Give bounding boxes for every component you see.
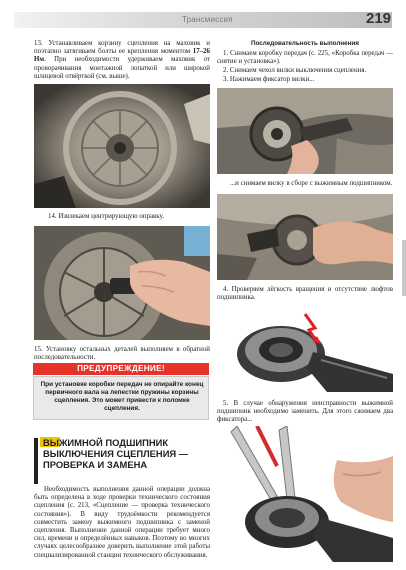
section-marker-bar	[34, 438, 38, 484]
right-step-2: 2. Снимаем чехол вилки выключения сцепления.	[223, 67, 367, 74]
edge-tab	[402, 240, 406, 296]
photo-release-bearing	[217, 308, 393, 392]
warning-text: При установке коробки передач не опирайте конец первичного вала на лепестки пружины корзины сцепления. Это может привести к поломке сцепления.	[40, 381, 204, 412]
photo-fork-latch	[217, 88, 393, 174]
procedure-title: Последовательность выполнения	[251, 40, 359, 47]
page-number: 219	[366, 10, 392, 27]
step-15-text: 15. Установку остальных деталей выполняем в обратной последовательности.	[34, 346, 210, 362]
right-step-1: 1. Снимаем коробку передач (с. 225, «Коробка передач — снятие и установка»).	[217, 50, 393, 66]
running-header: Трансмиссия	[182, 15, 233, 24]
warning-title: ПРЕДУПРЕЖДЕНИЕ!	[33, 363, 209, 375]
photo-clutch-basket	[34, 84, 210, 208]
caption-fork-removal: ...и снимаем вилку в сборе с выжимным подшипником.	[230, 180, 393, 187]
step-13-text: 13. Устанавливаем корзину сцепления на маховик и поэтапно затягиваем болты ее крепления моментом 17–26 Нм. При необходимости удерживаем маховик от проворачивания монтажной лопаткой или широкой шлицевой отвёрткой (см. выше).	[34, 40, 210, 80]
photo-bearing-latches	[217, 426, 393, 562]
right-step-4: 4. Проверяем лёгкость вращения и отсутствие люфтов подшипника.	[217, 286, 393, 302]
step-14-text: 14. Извлекаем центрирующую оправку.	[48, 213, 164, 220]
right-step-5: 5. В случае обнаружения неисправности выжимной подшипник необходимо заменить. Для этого сжимаем два фиксатора...	[217, 400, 393, 424]
photo-fork-assembly	[217, 194, 393, 280]
right-step-3: 3. Нажимаем фиксатор вилки...	[223, 76, 315, 83]
photo-centering-mandrel	[34, 226, 210, 340]
section-body: Необходимость выполнения данной операции должна быть определена в ходе проверки технического состояния сцепления (с. 213, «Сцепление — проверка технического состояния»). В виду трудоёмкости рекомендуется совместить замену выжимного подшипника с заменой сцепления. Выполнение данной операции требует много сил, времени и определённых навыков. Поэтому во многих случаях целесообразнее доверить выполнение этой работы специализированной станции технического обслуживания.	[34, 486, 210, 559]
section-heading: ВЫЖИМНОЙ ПОДШИПНИК ВЫКЛЮЧЕНИЯ СЦЕПЛЕНИЯ — ПРОВЕРКА И ЗАМЕНА	[43, 437, 189, 470]
